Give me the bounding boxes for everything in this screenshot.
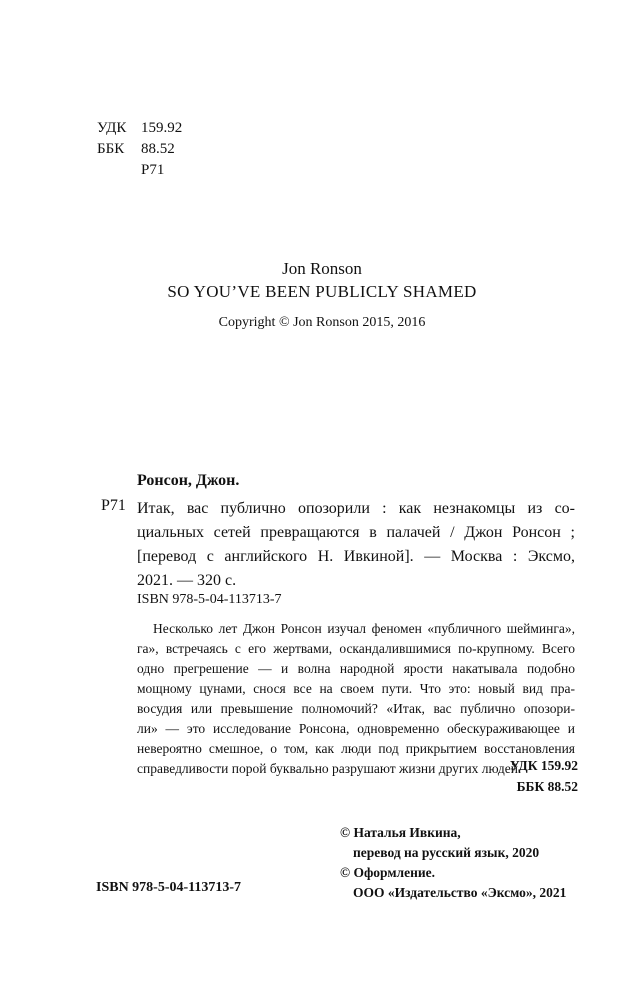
catalog-description-line: [перевод с английского Н. Ивкиной]. — Москва : Эксмо, (137, 548, 575, 565)
catalog-code: Р71 (101, 497, 126, 514)
annotation-line: мощному цунами, снося все на своем пути. Что это: новый вид пра- (137, 681, 575, 696)
translator-copyright: © Наталья Ивкина, (340, 825, 461, 840)
annotation-line: восудия или превышение полномочий? «Итак, вас публично опозори- (137, 701, 575, 716)
author-code: Р71 (141, 162, 165, 178)
udk-label: УДК (97, 120, 127, 136)
annotation-line: ли» — это исследование Ронсона, одновременно обескураживающее и (137, 721, 575, 736)
catalog-description (137, 497, 575, 593)
original-copyright: Copyright © Jon Ronson 2015, 2016 (218, 315, 426, 330)
bbk-label: ББК (97, 141, 125, 157)
annotation-classification (510, 755, 578, 797)
classification-block (97, 118, 182, 181)
annotation-line: невероятно смешное, о том, как люди под прикрытием восстановления (137, 741, 575, 756)
isbn-bottom: ISBN 978-5-04-113713-7 (96, 880, 242, 895)
catalog-description-line: циальных сетей превращаются в палачей / Джон Ронсон ; (137, 524, 575, 541)
original-title: SO YOU’VE BEEN PUBLICLY SHAMED (167, 282, 477, 301)
annotation-line: справедливости порой буквально разрушают жизни других людей. (137, 761, 522, 776)
annotation-line: га», встречаясь с его жертвами, оскандалившимися по-крупному. Всего (137, 641, 575, 656)
copyright-block (340, 823, 566, 903)
catalog-description-line: 2021. — 320 с. (137, 572, 237, 589)
design-copyright: © Оформление. (340, 865, 436, 880)
bbk-row (97, 139, 182, 160)
annotation-bbk: ББК 88.52 (516, 779, 578, 794)
catalog-isbn: ISBN 978-5-04-113713-7 (137, 592, 282, 607)
udk-value: 159.92 (141, 120, 183, 136)
original-author: Jon Ronson (282, 259, 362, 278)
annotation-line: Несколько лет Джон Ронсон изучал феномен «публичного шейминга», (153, 621, 575, 636)
translation-note: перевод на русский язык, 2020 (353, 845, 540, 860)
author-code-row (97, 160, 182, 181)
annotation-udk: УДК 159.92 (509, 758, 578, 773)
catalog-description-line: Итак, вас публично опозорили : как незнакомцы из со- (137, 500, 575, 517)
catalog-author-heading: Ронсон, Джон. (137, 472, 240, 489)
publisher-copyright: ООО «Издательство «Эксмо», 2021 (353, 885, 567, 900)
udk-row (97, 118, 182, 139)
bbk-value: 88.52 (141, 141, 175, 157)
annotation-line: одно прегрешение — и волна народной ярости накатывала подобно (137, 661, 575, 676)
